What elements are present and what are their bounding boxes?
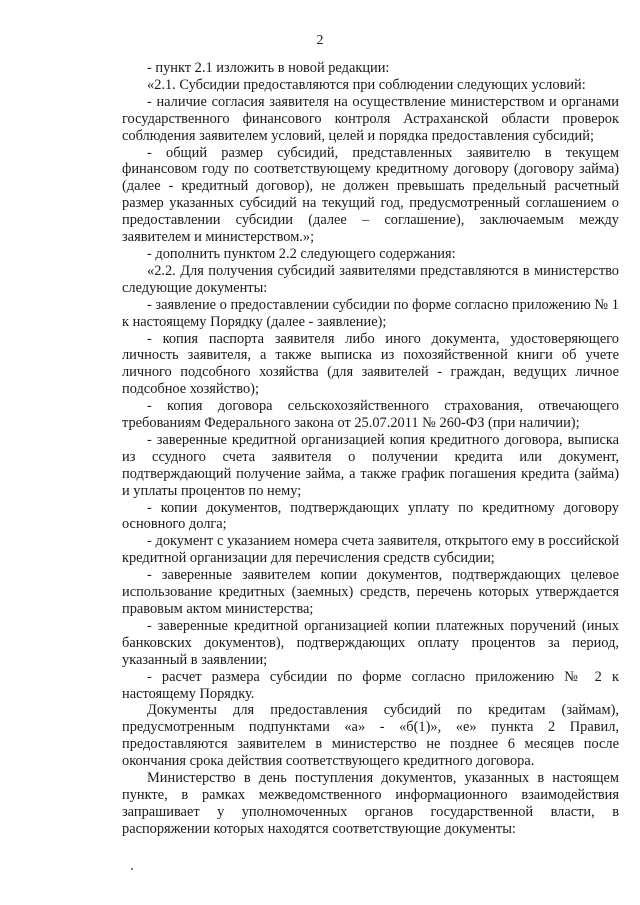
paragraph-add-2-2: - дополнить пунктом 2.2 следующего содержания: [147,245,456,262]
paragraph-doc-credit-agreement: - заверенные кредитной организацией копия кредитного договора, выписка из ссудного счета заявителя о получении кредита или документ, подтверждающий получение займа, а также график погашения кредита (займа) и уплаты процентов по нему; [122,431,619,499]
paragraph-consent-condition: - наличие согласия заявителя на осуществление министерством и органами государственного финансового контроля Астраханской области проверок соблюдения заявителем условий, целей и порядка предоставления субсидий; [122,93,619,144]
scan-speck [131,868,133,870]
page-number: 2 [316,33,324,48]
paragraph-interagency-request: Министерство в день поступления документов, указанных в настоящем пункте, в рамках межведомственного информационного взаимодействия запрашивает у уполномоченных органов государственной власти, в распоряжении которых находятся соответствующие документы: [122,770,619,837]
paragraph-doc-target-use: - заверенные заявителем копии документов, подтверждающих целевое использование кредитных (заемных) средств, перечень которых утверждается правовым актом министерства; [122,567,619,617]
paragraph-2-2-heading: «2.2. Для получения субсидий заявителями представляются в министерство следующие документы: [122,262,619,296]
paragraph-doc-account-number: - документ с указанием номера счета заявителя, открытого ему в российской кредитной организации для перечисления средств субсидии; [122,533,619,567]
paragraph-subsidy-limit-condition: - общий размер субсидий, представленных заявителю в текущем финансовом году по соответствующему кредитному договору (договору займа) (далее - кредитный договор), не должен превышать предельный расчетный размер указанных субсидий на текущий год, предусмотренный соглашением о предоставлении субсидии (далее – соглашение), заключаемым между заявителем и министерством.»; [122,144,619,246]
paragraph-doc-principal-payment: - копии документов, подтверждающих уплату по кредитному договору основного долга; [122,499,619,533]
paragraph-doc-passport: - копия паспорта заявителя либо иного документа, удостоверяющего личность заявителя, а также выписка из похозяйственной книги об учете личного подсобного хозяйства (для заявителей - граждан, ведущих личное подсобное хозяйство); [122,330,619,398]
document-body [122,60,619,838]
paragraph-2-1-heading: «2.1. Субсидии предоставляются при соблюдении следующих условий: [147,76,586,93]
paragraph-amend-2-1: - пункт 2.1 изложить в новой редакции: [147,60,390,76]
paragraph-submission-deadline: Документы для предоставления субсидий по кредитам (займам), предусмотренным подпунктами «а» - «б(1)», «е» пункта 2 Правил, предоставляются заявителем в министерство не позднее 6 месяцев после окончания срока действия соответствующего кредитного договора. [122,702,619,770]
paragraph-doc-calculation: - расчет размера субсидии по форме согласно приложению № 2 к настоящему Порядку. [122,668,619,702]
paragraph-doc-payment-orders: - заверенные кредитной организацией копии платежных поручений (иных банковских документов), подтверждающих оплату процентов за период, указанный в заявлении; [122,617,619,668]
paragraph-doc-insurance: - копия договора сельскохозяйственного страхования, отвечающего требованиям Федерального закона от 25.07.2011 № 260-ФЗ (при наличии); [122,398,619,432]
paragraph-doc-application: - заявление о предоставлении субсидии по форме согласно приложению № 1 к настоящему Порядку (далее - заявление); [122,296,619,330]
